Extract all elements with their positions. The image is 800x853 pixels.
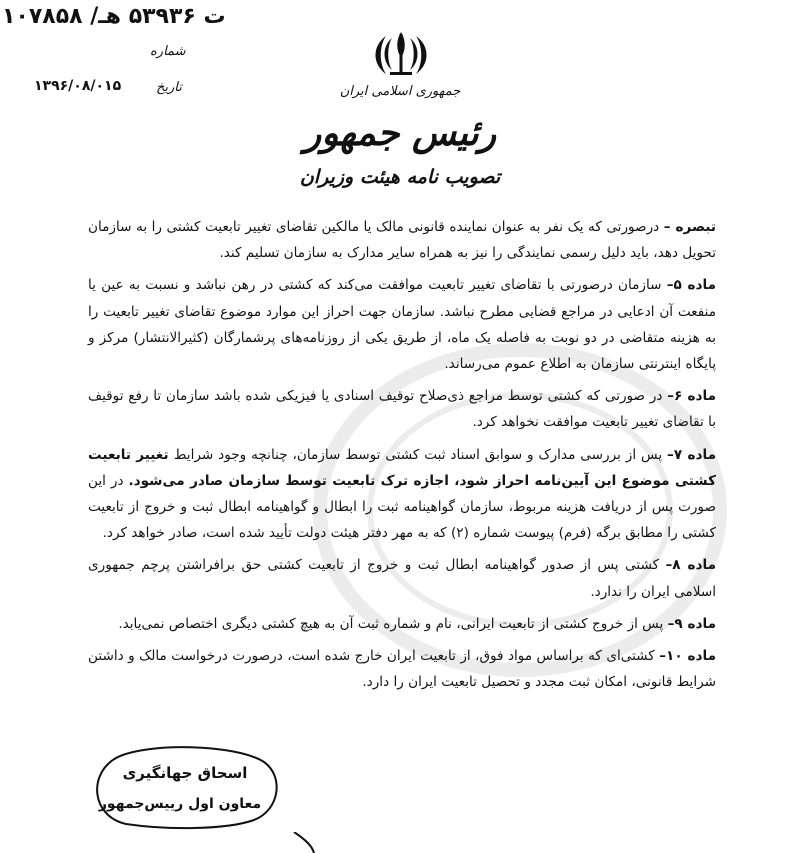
- article-9-paragraph: [88, 611, 716, 637]
- paragraph-text: سازمان درصورتی با تقاضای تغییر تابعیت موافقت می‌کند که کشتی در رهن نباشد و نسبت به عین یا منفعت آن ادعایی در مراجع قضایی مطرح نباشد. سازمان جهت احراز این موارد موضوع تقاضای تغییر تابعیت را به هزینه متقاضی در دو نوبت به فاصله یک ماه، از طریق یکی از روزنامه‌های پرشمارگان (کثیرالانتشار) مرکز و پایگاه اینترنتی سازمان به اطلاع عموم می‌رساند.: [88, 277, 716, 373]
- paragraph-label: ماده ۶–: [667, 388, 716, 405]
- republic-title: جمهوری اسلامی ایران: [339, 84, 461, 99]
- paragraph-label: ماده ۷–: [667, 446, 716, 463]
- paragraph-text: کشتی‌ای که براساس مواد فوق، از تابعیت ایران خارج شده است، درصورت درخواست مالک و داشتن شرایط قانونی، امکان ثبت مجدد و تحصیل تابعیت ایران را دارد.: [88, 648, 716, 691]
- paragraph-label: ماده ۵–: [666, 277, 716, 294]
- paragraph-label: ماده ۹–: [667, 615, 716, 632]
- note-paragraph: [88, 214, 716, 266]
- article-5-paragraph: [88, 272, 716, 377]
- reference-label: شماره: [150, 44, 186, 59]
- signature-oval: [86, 744, 282, 830]
- office-title: رئیس جمهور: [303, 112, 497, 154]
- date-label: تاریخ: [156, 80, 182, 95]
- paragraph-label: تبصره –: [663, 219, 716, 235]
- signature-stroke: [290, 832, 330, 853]
- paragraph-label: ماده ۸–: [665, 557, 716, 574]
- article-7-paragraph: [88, 442, 716, 547]
- paragraph-text: پس از خروج کشتی از تابعیت ایرانی، نام و شماره ثبت آن به هیچ کشتی دیگری اختصاص نمی‌یابد.: [118, 615, 668, 632]
- signer-name: اسحاق جهانگیری: [122, 764, 248, 782]
- signer-title: معاون اول رییس‌جمهور: [98, 796, 262, 812]
- date-value: ۱۳۹۶/۰۸/۰۱۵: [34, 78, 122, 94]
- paragraph-text: کشتی پس از صدور گواهینامه ابطال ثبت و خروج از تابعیت کشتی حق برافراشتن پرچم جمهوری اسلامی ایران را ندارد.: [88, 557, 716, 600]
- paragraph-bold-text: تغییر تابعیت کشتی موضوع این آیین‌نامه احراز شود، اجازه ترک تابعیت توسط سازمان صادر می‌شود.: [88, 446, 717, 489]
- approval-title: تصویب نامه هیئت وزیران: [299, 166, 501, 188]
- reference-number: ۱۰۷۸۵۸ /ت ۵۳۹۳۶ هـ: [2, 4, 226, 29]
- article-8-paragraph: [88, 552, 716, 604]
- decree-body: [88, 214, 716, 701]
- article-10-paragraph: [88, 643, 716, 695]
- paragraph-text: پس از بررسی مدارک و سوابق اسناد ثبت کشتی توسط سازمان، چنانچه وجود شرایط: [173, 446, 668, 463]
- paragraph-text: در صورتی که کشتی توسط مراجع ذی‌صلاح توقیف اسنادی یا فیزیکی شده باشد سازمان تا رفع توقیف با تقاضای تغییر تابعیت موافقت نخواهد کرد.: [88, 388, 716, 431]
- article-6-paragraph: [88, 383, 716, 435]
- paragraph-label: ماده ۱۰–: [659, 648, 716, 665]
- iran-emblem-icon: [374, 28, 428, 82]
- paragraph-text: درصورتی که یک نفر به عنوان نماینده قانونی مالک یا مالکین تقاضای تغییر تابعیت کشتی را به سازمان تحویل دهد، باید دلیل رسمی نمایندگی را نیز به همراه سایر مدارک به سازمان تسلیم کند.: [88, 219, 716, 262]
- paragraph-tail-text: در این صورت پس از دریافت هزینه مربوط، سازمان گواهینامه ثبت را ابطال و گواهینامه ابطال ثبت و خروج از تابعیت کشتی را مطابق برگه (فرم) پیوست شماره (۲) که به مهر دفتر هیئت دولت تأیید شده است، صادر خواهد کرد.: [88, 472, 716, 542]
